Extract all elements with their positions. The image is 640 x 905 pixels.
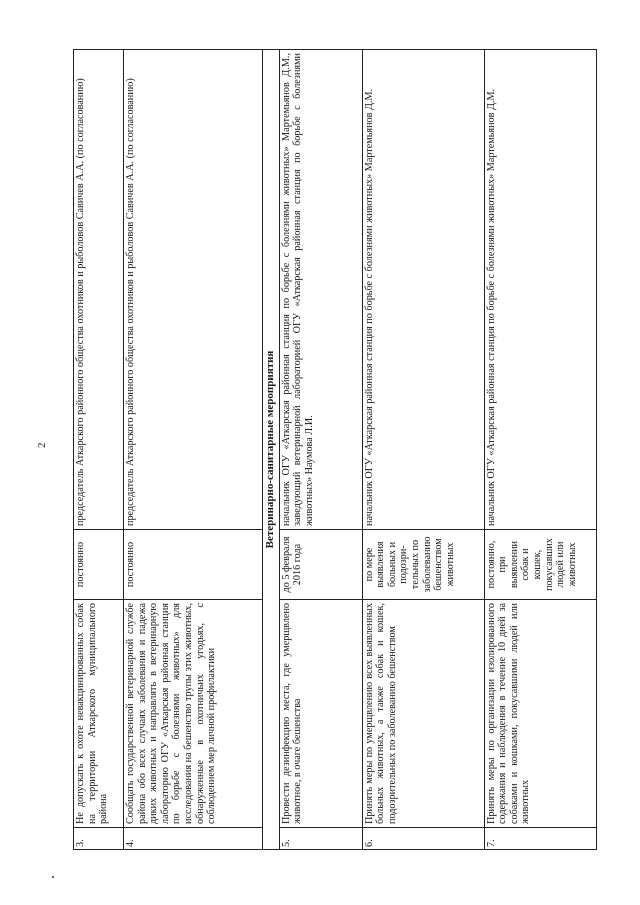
row-action: Принять меры по организации изолированного содержания и наблюдения в течение 10 дней за собаками и кошками, покусавшими людей или животных <box>484 600 596 828</box>
section-title: Ветеринарно-санитарные мероприятия <box>263 50 280 850</box>
row-action: Не допускать к охоте невакцинированных собак на территории Аткарского муниципального района <box>74 600 124 828</box>
scan-mark <box>52 876 54 878</box>
row-number: 5. <box>279 828 362 850</box>
section-row <box>263 50 280 850</box>
row-term: до 5 февраля 2016 года <box>279 530 362 600</box>
table-row <box>279 50 362 850</box>
row-number: 7. <box>484 828 596 850</box>
row-responsible: начальник ОГУ «Аткарская районная станция по борьбе с болезнями животных» Мартемьянов Д.М. <box>484 50 596 530</box>
row-responsible: начальник ОГУ «Аткарская районная станция по борьбе с болезнями животных» Мартемьянов Д.М. <box>362 50 484 530</box>
row-action: Сообщать государственной ветеринарной службе района обо всех случаях заболевания и падежа диких животных и направлять в ветеринарную лабораторию ОГУ «Аткарская районная станция по борьбе с болезнями животных» для исследования на бешенство трупы этих животных, обнаруженные в охотничьих угодьях, с соблюдением мер личной профилактики <box>124 600 263 828</box>
table-row <box>74 50 124 850</box>
row-number: 4. <box>124 828 263 850</box>
row-action: Принять меры по умерщвлению всех выявленных больных животных, а также собак и кошек, подозрительных по заболеванию бешенством <box>362 600 484 828</box>
table-row <box>124 50 263 850</box>
measures-table <box>73 49 597 850</box>
row-responsible: председатель Аткарского районного общества охотников и рыболовов Савичев А.А. (по согласованию) <box>124 50 263 530</box>
page-number: 2 <box>36 442 48 448</box>
row-responsible: председатель Аткарского районного общества охотников и рыболовов Савичев А.А. (по согласованию) <box>74 50 124 530</box>
row-action: Провести дезинфекцию места, где умерщвлено животное, в очаге бешенства <box>279 600 362 828</box>
table-row <box>484 50 596 850</box>
row-term: постоянно <box>74 530 124 600</box>
row-term: постоянно <box>124 530 263 600</box>
row-number: 6. <box>362 828 484 850</box>
table-row <box>362 50 484 850</box>
row-term: по мере выявления больных и подозри-тельных по заболеванию бешенством животных <box>362 530 484 600</box>
row-term: постоянно, при выявлении собак и кошек, покусавших людей или животных <box>484 530 596 600</box>
rotated-table-container <box>73 50 640 850</box>
row-number: 3. <box>74 828 124 850</box>
row-responsible: начальник ОГУ «Аткарская районная станция по борьбе с болезнями животных» Мартемьянов Д.М., заведующий ветеринарной лабораторией ОГУ «Аткарская районная станция по борьбе с болезнями животных» Наумова Л.И. <box>279 50 362 530</box>
